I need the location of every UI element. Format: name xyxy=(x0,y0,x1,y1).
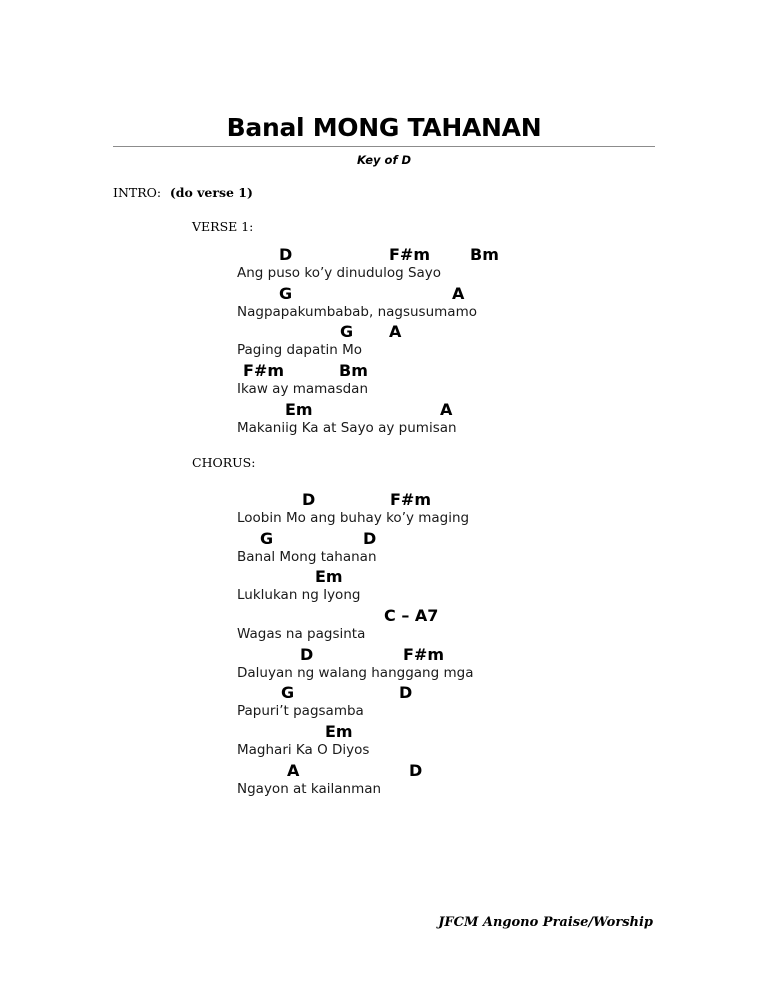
verse-line xyxy=(237,323,697,362)
footer-credit: JFCM Angono Praise/Worship xyxy=(438,915,653,930)
verse-line xyxy=(237,246,697,285)
chord: A xyxy=(452,283,465,303)
lyric: Daluyan ng walang hanggang mga xyxy=(237,664,474,681)
chord: F#m xyxy=(403,644,445,664)
verse-line xyxy=(237,401,697,440)
chord: D xyxy=(363,528,377,548)
lyric: Loobin Mo ang buhay ko’y maging xyxy=(237,510,470,526)
chord: D xyxy=(409,760,423,780)
lyric: Ang puso ko’y dinudulog Sayo xyxy=(237,265,442,281)
chord: Bm xyxy=(339,361,368,381)
lyric: Papuri’t pagsamba xyxy=(237,703,364,720)
chord: G xyxy=(260,528,274,548)
chord: D xyxy=(302,490,316,509)
chorus-line xyxy=(237,491,697,530)
song-key: Key of D xyxy=(356,153,412,167)
intro-note: (do verse 1) xyxy=(169,185,253,200)
chord: D xyxy=(279,245,293,264)
lyric: Ikaw ay mamasdan xyxy=(237,381,368,398)
lyric: Paging dapatin Mo xyxy=(237,342,363,359)
chord: Em xyxy=(325,722,353,742)
lyric: Wagas na pagsinta xyxy=(237,626,366,643)
lyric: Maghari Ka O Diyos xyxy=(237,742,370,759)
intro-label: INTRO: xyxy=(113,185,162,200)
chord: D xyxy=(399,683,413,703)
chorus-line xyxy=(237,607,697,646)
verse-block xyxy=(237,246,697,439)
chord: F#m xyxy=(243,361,285,381)
verse-heading: VERSE 1: xyxy=(192,219,254,234)
song-title: Banal MONG TAHANAN xyxy=(226,113,542,142)
lyric: Banal Mong tahanan xyxy=(237,548,377,565)
chorus-line xyxy=(237,684,697,723)
chorus-line xyxy=(237,568,697,607)
chord: D xyxy=(300,644,314,664)
verse-line xyxy=(237,362,697,401)
chord: A xyxy=(287,760,300,780)
chord: C – A7 xyxy=(384,606,439,626)
chord: Bm xyxy=(470,245,499,264)
title-divider xyxy=(113,146,655,147)
lyric: Luklukan ng Iyong xyxy=(237,587,361,604)
chord: G xyxy=(340,322,354,342)
chord: G xyxy=(279,283,293,303)
chorus-line xyxy=(237,646,697,685)
lyric: Makaniig Ka at Sayo ay pumisan xyxy=(237,419,457,436)
chorus-line xyxy=(237,762,697,801)
chord: G xyxy=(281,683,295,703)
intro-line xyxy=(113,185,253,200)
chord: F#m xyxy=(390,490,432,509)
lyric: Ngayon at kailanman xyxy=(237,780,382,797)
chorus-block xyxy=(237,491,697,801)
chord: A xyxy=(440,399,453,419)
chorus-line xyxy=(237,530,697,569)
chorus-line xyxy=(237,723,697,762)
chord: Em xyxy=(285,399,313,419)
chord: Em xyxy=(315,567,343,587)
verse-line xyxy=(237,285,697,324)
chord: A xyxy=(389,322,402,342)
lyric: Nagpapakumbabab, nagsusumamo xyxy=(237,303,477,320)
chorus-heading: CHORUS: xyxy=(192,455,256,470)
chord: F#m xyxy=(389,245,431,264)
